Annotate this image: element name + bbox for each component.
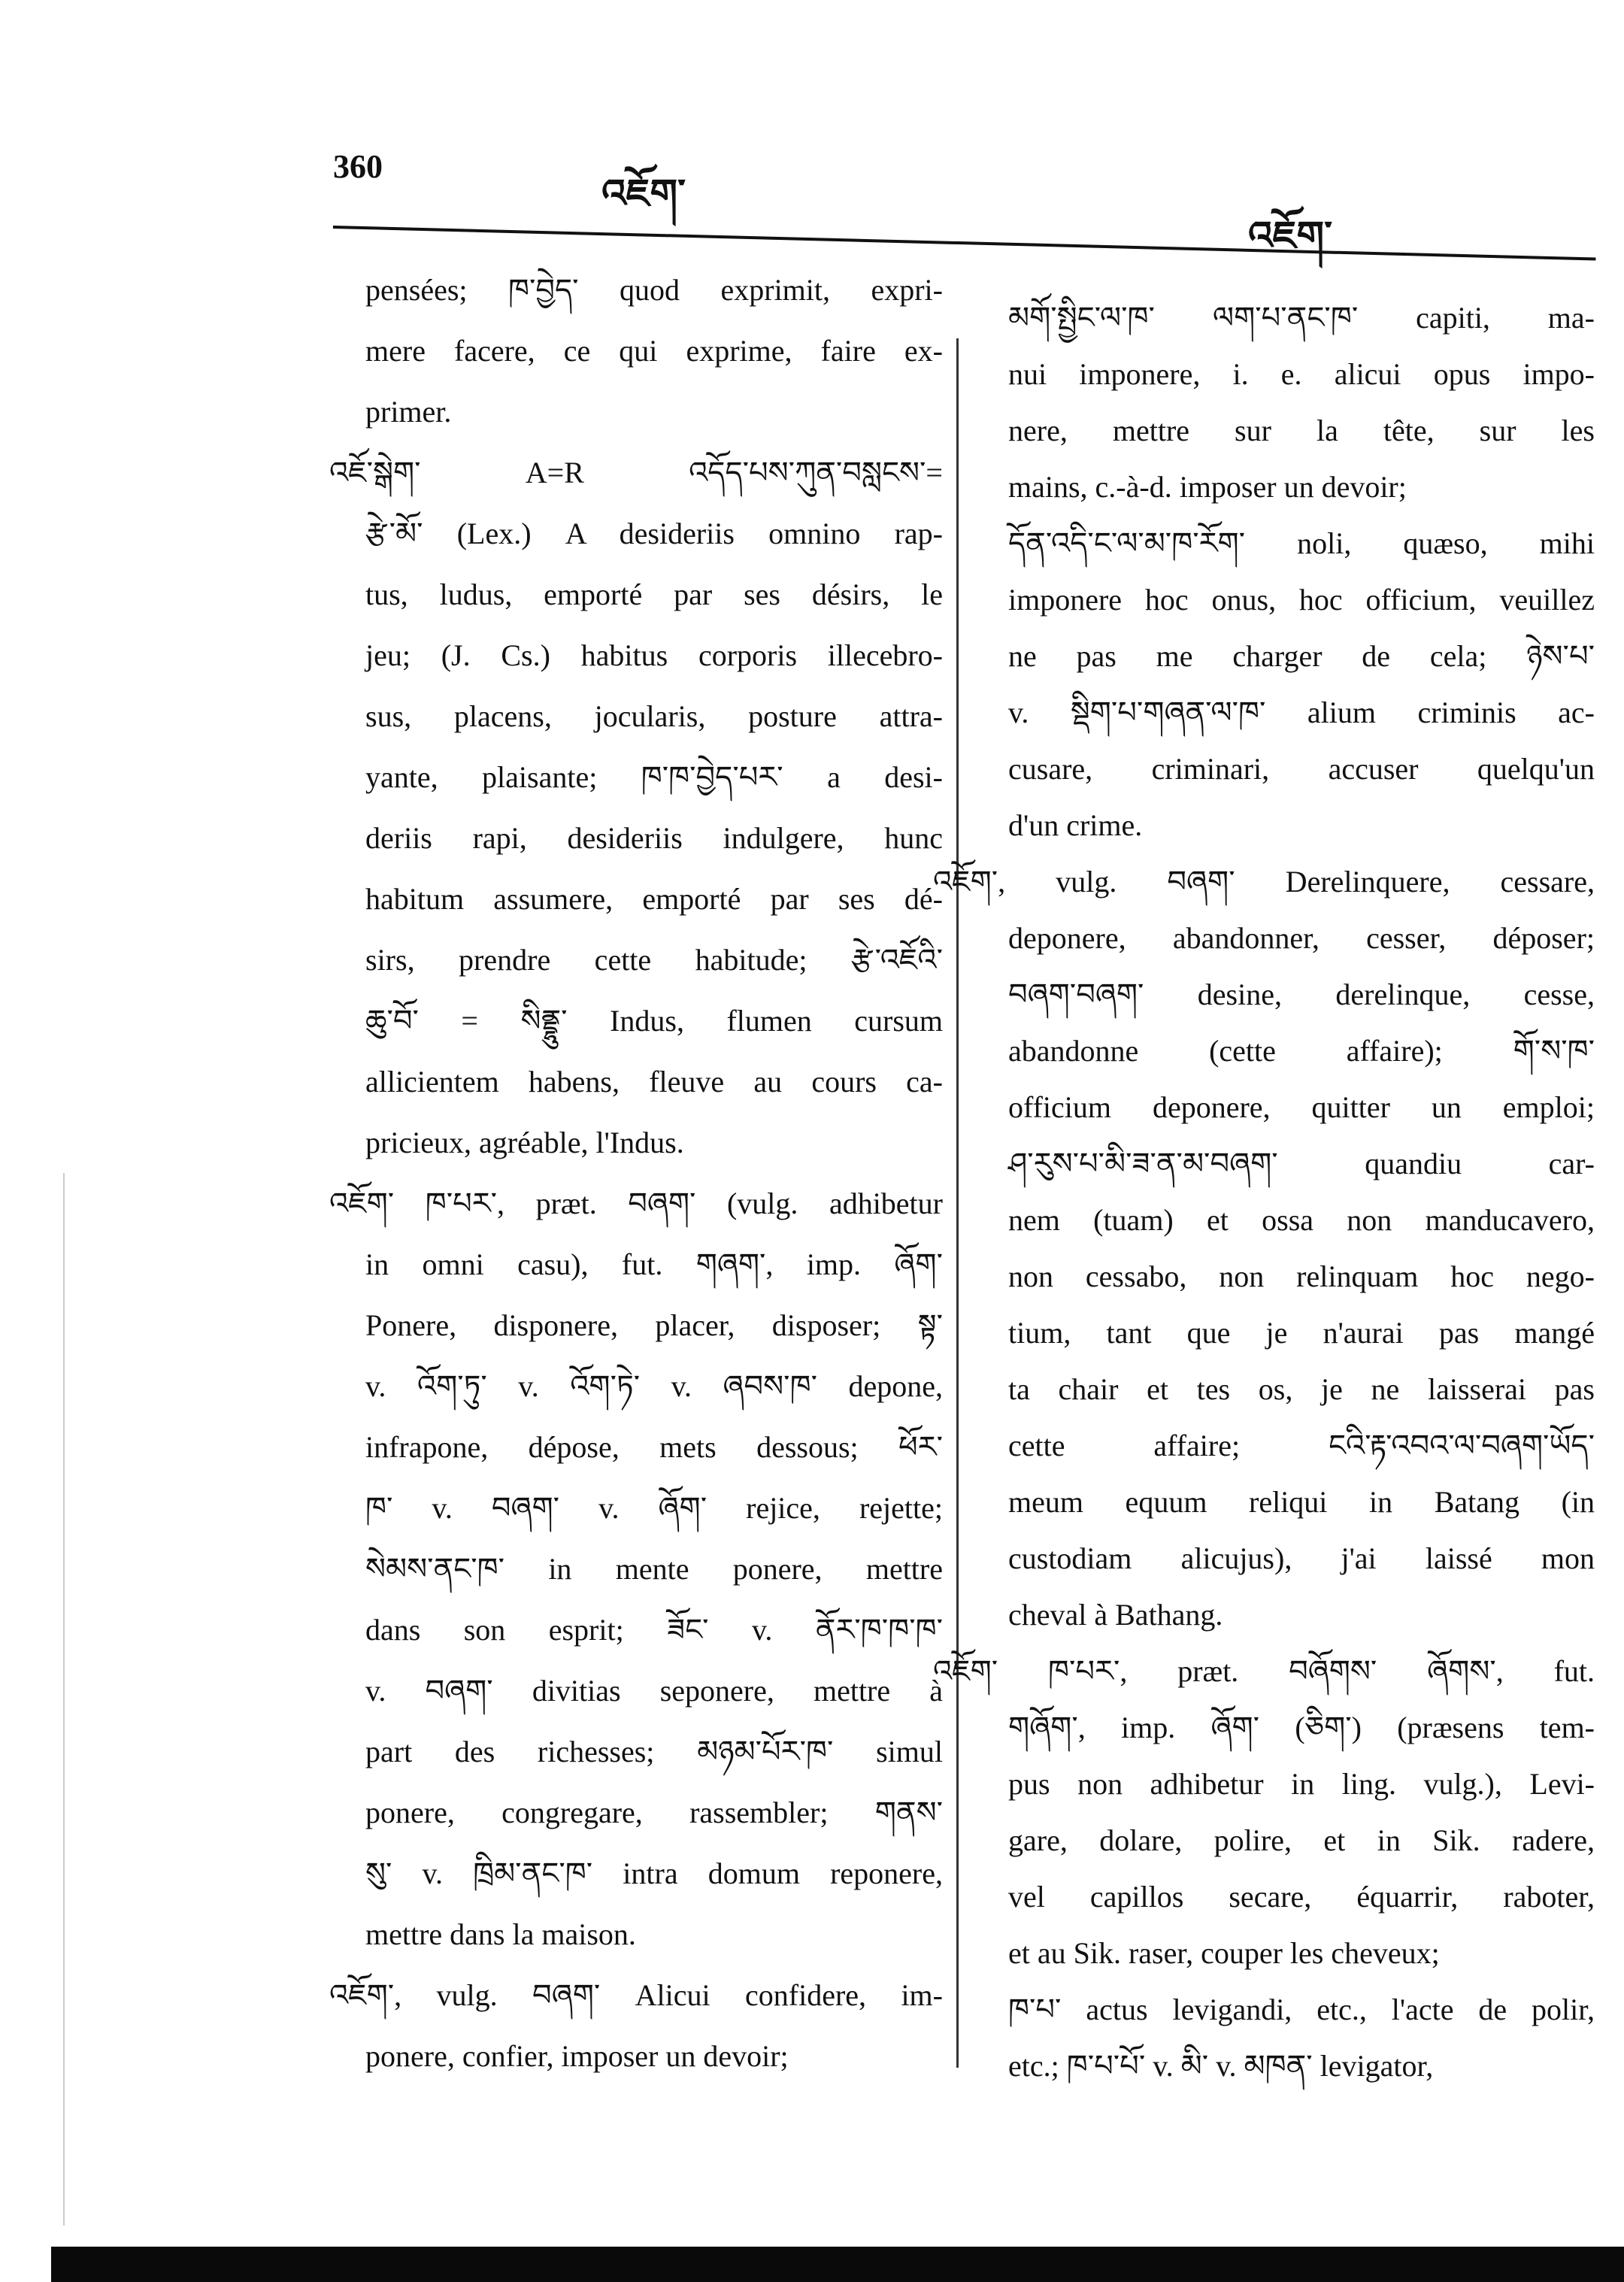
text-line: v. བཞག་ divitias seponere, mettre à (365, 1674, 943, 1708)
text-line: ta chair et tes os, je ne laisserai pas (1008, 1372, 1595, 1406)
text-line: primer. (365, 395, 452, 429)
text-line: habitum assumere, emporté par ses dé- (365, 882, 943, 916)
text-line: ཁ་ v. བཞག་ v. ཞོག་ rejice, rejette; (365, 1491, 943, 1525)
text-line: pricieux, agréable, l'Indus. (365, 1126, 684, 1159)
text-line: mere facere, ce qui exprime, faire ex- (365, 334, 943, 368)
text-line: མགོ་སྤྱིང་ལ་ཁ་ ལག་པ་ནང་ཁ་ capiti, ma- (1008, 301, 1595, 335)
text-line: abandonne (cette affaire); གོ་ས་ཁ་ (1008, 1034, 1595, 1068)
entry-headword-line: འཇོག་ ཁ་པར་, præt. བཞོགས་ ཞོགས་, fut. (933, 1654, 1595, 1688)
text-line: pus non adhibetur in ling. vulg.), Levi- (1008, 1767, 1595, 1801)
text-line: ponere, confier, imposer un devoir; (365, 2039, 789, 2073)
text-line: non cessabo, non relinquam hoc nego- (1008, 1259, 1595, 1293)
text-line: རྩེ་མོ་ (Lex.) A desideriis omnino rap- (365, 517, 943, 550)
text-line: སེམས་ནང་ཁ་ in mente ponere, mettre (365, 1552, 943, 1586)
text-line: allicientem habens, fleuve au cours ca- (365, 1065, 943, 1099)
text-line: tus, ludus, emporté par ses désirs, le (365, 577, 943, 611)
text-line: v. འོག་ཏུ་ v. འོག་ཏེ་ v. ཞབས་ཁ་ depone, (365, 1369, 943, 1403)
text-line: infrapone, dépose, mets dessous; ཕོར་ (365, 1430, 943, 1464)
text-line: nere, mettre sur la tête, sur les (1008, 414, 1595, 447)
text-line: སུ་ v. ཁྲིམ་ནང་ཁ་ intra domum reponere, (365, 1856, 943, 1890)
text-line: imponere hoc onus, hoc officium, veuillez (1008, 583, 1595, 617)
text-line: gare, dolare, polire, et in Sik. radere, (1008, 1823, 1595, 1857)
text-line: གཞོག་, imp. ཞོག་ (ཅིག་) (præsens tem- (1008, 1711, 1595, 1744)
text-line: cheval à Bathang. (1008, 1598, 1223, 1632)
left-column (329, 259, 943, 2087)
text-line: དོན་འདི་ང་ལ་མ་ཁ་རོག་ noli, quæso, mihi (1008, 526, 1595, 560)
text-line: tium, tant que je n'aurai pas mangé (1008, 1316, 1595, 1350)
running-head-right: འཇོག་ (1248, 215, 1333, 258)
text-line: ཆུ་བོ་ = སིནྡྷུ་ Indus, flumen cursum (365, 1004, 943, 1038)
text-line: officium deponere, quitter un emploi; (1008, 1090, 1595, 1124)
running-head-left: འཇོག་ (601, 173, 686, 216)
text-line: ཁ་པ་ actus levigandi, etc., l'acte de polir, (1008, 1993, 1595, 2026)
text-line: cusare, criminari, accuser quelqu'un (1008, 752, 1595, 786)
text-line: pensées; ཁ་བྱེད་ quod exprimit, expri- (365, 273, 943, 307)
text-line: sus, placens, jocularis, posture attra- (365, 699, 943, 733)
text-line: dans son esprit; ཟོང་ v. ནོར་ཁ་ཁ་ཁ་ (365, 1613, 943, 1647)
text-line: cette affaire; ངའི་རྟ་འབའ་ལ་བཞག་ཡོད་ (1008, 1429, 1595, 1462)
text-line: sirs, prendre cette habitude; རྩེ་འཇོའི་ (365, 943, 943, 977)
text-line: part des richesses; མཉམ་པོར་ཁ་ simul (365, 1735, 943, 1768)
entry-headword-line: འཇོག་, vulg. བཞག་ Derelinquere, cessare, (933, 865, 1595, 899)
entry-headword-line: འཇོག་, vulg. བཞག་ Alicui confidere, im- (329, 1978, 943, 2012)
header-rule (333, 226, 1596, 261)
text-line: meum equum reliqui in Batang (in (1008, 1485, 1595, 1519)
text-line: yante, plaisante; ཁ་ཁ་བྱེད་པར་ a desi- (365, 760, 943, 794)
text-line: in omni casu), fut. གཞག་, imp. ཞོག་ (365, 1247, 943, 1281)
column-divider (956, 338, 959, 2068)
text-line: et au Sik. raser, couper les cheveux; (1008, 1936, 1440, 1970)
text-line: བཞག་བཞག་ desine, derelinque, cesse, (1008, 977, 1595, 1011)
text-line: etc.; ཁ་པ་པོ་ v. མི་ v. མཁན་ levigator, (1008, 2049, 1434, 2083)
scan-bottom-edge (51, 2247, 1624, 2282)
entry-headword-line: འཇོག་ ཁ་པར་, præt. བཞག་ (vulg. adhibetur (329, 1186, 943, 1220)
text-line: nem (tuam) et ossa non manducavero, (1008, 1203, 1595, 1237)
text-line: vel capillos secare, équarrir, raboter, (1008, 1880, 1595, 1914)
text-line: nui imponere, i. e. alicui opus impo- (1008, 357, 1595, 391)
text-line: deriis rapi, desideriis indulgere, hunc (365, 821, 943, 855)
text-line: Ponere, disponere, placer, disposer; སྟ་ (365, 1308, 943, 1342)
text-line: deponere, abandonner, cesser, déposer; (1008, 921, 1595, 955)
text-line: mains, c.-à-d. imposer un devoir; (1008, 470, 1407, 504)
text-line: mettre dans la maison. (365, 1917, 636, 1951)
text-line: ཤ་རུས་པ་མི་ཟ་ན་མ་བཞག་ quandiu car- (1008, 1147, 1595, 1180)
right-column (933, 289, 1595, 2094)
page-number: 360 (333, 148, 383, 185)
text-line: v. སྡིག་པ་གཞན་ལ་ཁ་ alium criminis ac- (1008, 696, 1595, 729)
text-line: custodiam alicujus), j'ai laissé mon (1008, 1541, 1595, 1575)
text-line: jeu; (J. Cs.) habitus corporis illecebro- (365, 638, 943, 672)
text-line: d'un crime. (1008, 808, 1143, 842)
text-line: ponere, congregare, rassembler; གནས་ (365, 1796, 943, 1829)
entry-headword-line: འཇོ་སྒེག་ A=R འདོད་པས་ཀུན་བསླངས་= (329, 456, 943, 489)
scan-margin-mark (63, 1173, 65, 2226)
text-line: ne pas me charger de cela; ཉེས་པ་ (1008, 639, 1595, 673)
